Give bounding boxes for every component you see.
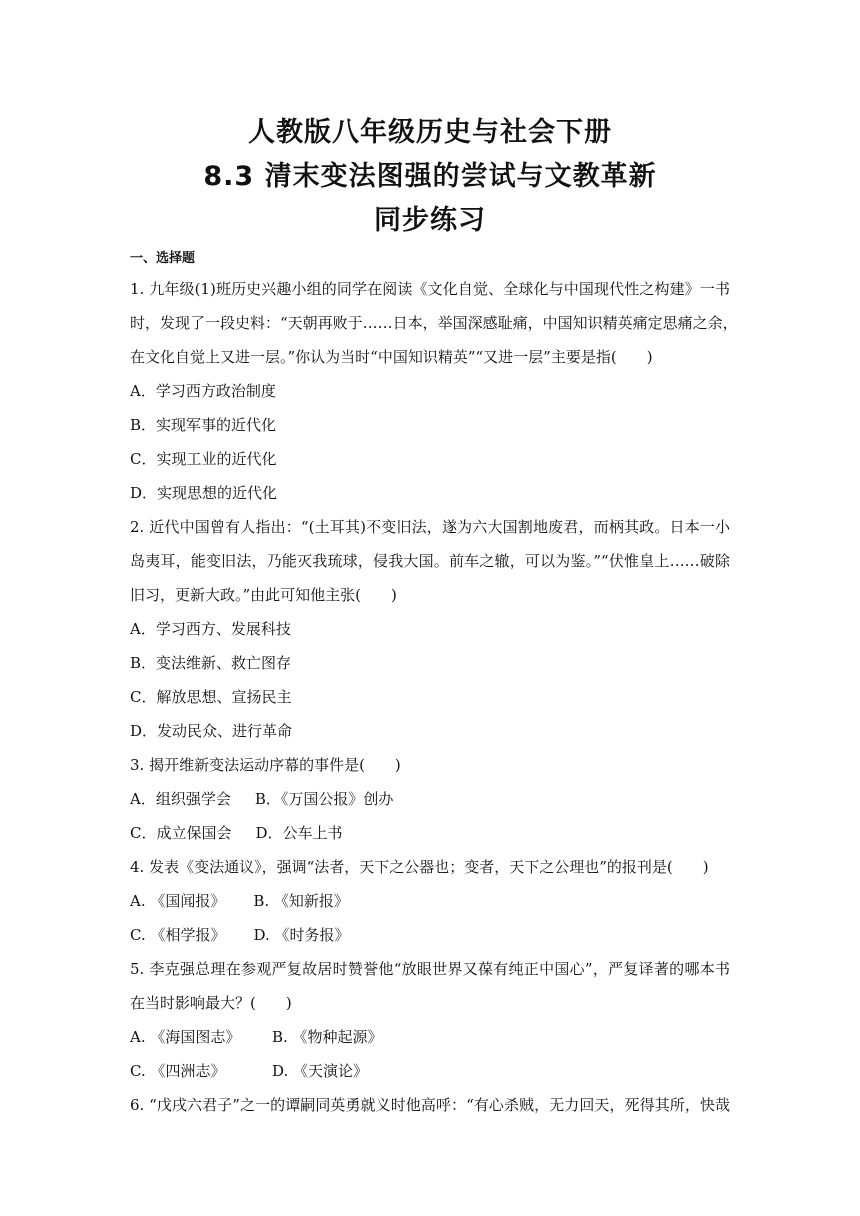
option-b: B．实现军事的近代化 (130, 416, 277, 434)
question-stem-line: 1. 九年级(1)班历史兴趣小组的同学在阅读《文化自觉、全球化与中国现代性之构建》一书 (130, 280, 730, 298)
option-a: A．学习西方、发展科技 (130, 620, 291, 638)
question-stem-line: 3. 揭开维新变法运动序幕的事件是( ) (130, 756, 401, 774)
document-title-line1: 人教版八年级历史与社会下册 (248, 117, 612, 148)
option-b: B. 《知新报》 (253, 892, 349, 910)
option-b: B．变法维新、救亡图存 (130, 654, 292, 672)
option-d: D. 《天演论》 (272, 1062, 369, 1080)
option-row (130, 1027, 730, 1047)
option-a: A．学习西方政治制度 (130, 382, 276, 400)
option-c: C．实现工业的近代化 (130, 450, 277, 468)
option-d: D．实现思想的近代化 (130, 484, 278, 502)
document-title-line2: 8.3 清末变法图强的尝试与文教革新 (203, 161, 657, 192)
document-title-line3: 同步练习 (374, 205, 486, 236)
option-c: C．解放思想、宣扬民主 (130, 688, 292, 706)
option-c: C. 《四洲志》 (130, 1062, 226, 1080)
option-a: A. 《海国图志》 (130, 1028, 241, 1046)
option-row (130, 925, 730, 945)
question-stem-line: 在文化自觉上又进一层。”你认为当时“中国知识精英”“又进一层”主要是指( ) (130, 348, 653, 366)
option-d: D. 《时务报》 (253, 926, 350, 944)
option-row (130, 1061, 730, 1081)
option-c: C．成立保国会 (130, 824, 232, 842)
question-stem-line: 在当时影响最大？( ) (130, 994, 292, 1012)
option-d: D．公车上书 (255, 824, 343, 842)
question-stem-line: 时，发现了一段史料：“天朝再败于……日本，举国深感耻痛，中国知识精英痛定思痛之余， (130, 314, 738, 332)
option-row (130, 789, 730, 809)
question-stem-line: 2. 近代中国曾有人指出：“(土耳其)不变旧法，遂为六大国割地废君，而柄其政。日本一小 (130, 518, 730, 536)
question-stem-line: 4. 发表《变法通议》，强调“法者，天下之公器也；变者，天下之公理也”的报刊是( ) (130, 858, 709, 876)
question-stem-line: 旧习，更新大政。”由此可知他主张( ) (130, 586, 397, 604)
option-c: C. 《相学报》 (130, 926, 226, 944)
option-a: A．组织强学会 (130, 790, 231, 808)
option-a: A. 《国闻报》 (130, 892, 226, 910)
section-heading: 一、选择题 (130, 251, 196, 266)
option-row (130, 823, 730, 843)
question-stem-line: 5. 李克强总理在参观严复故居时赞誉他“放眼世界又葆有纯正中国心”，严复译著的哪本书 (130, 960, 730, 978)
option-row (130, 891, 730, 911)
option-b: B. 《物种起源》 (272, 1028, 383, 1046)
option-b: B．《万国公报》创办 (254, 790, 394, 808)
question-stem-line: 6. “戊戌六君子”之一的谭嗣同英勇就义时他高呼：“有心杀贼，无力回天，死得其所，快哉 (130, 1096, 730, 1114)
option-d: D．发动民众、进行革命 (130, 722, 293, 740)
question-stem-line: 岛夷耳，能变旧法，乃能灭我琉球，侵我大国。前车之辙，可以为鉴。”“伏惟皇上……破除 (130, 552, 730, 570)
